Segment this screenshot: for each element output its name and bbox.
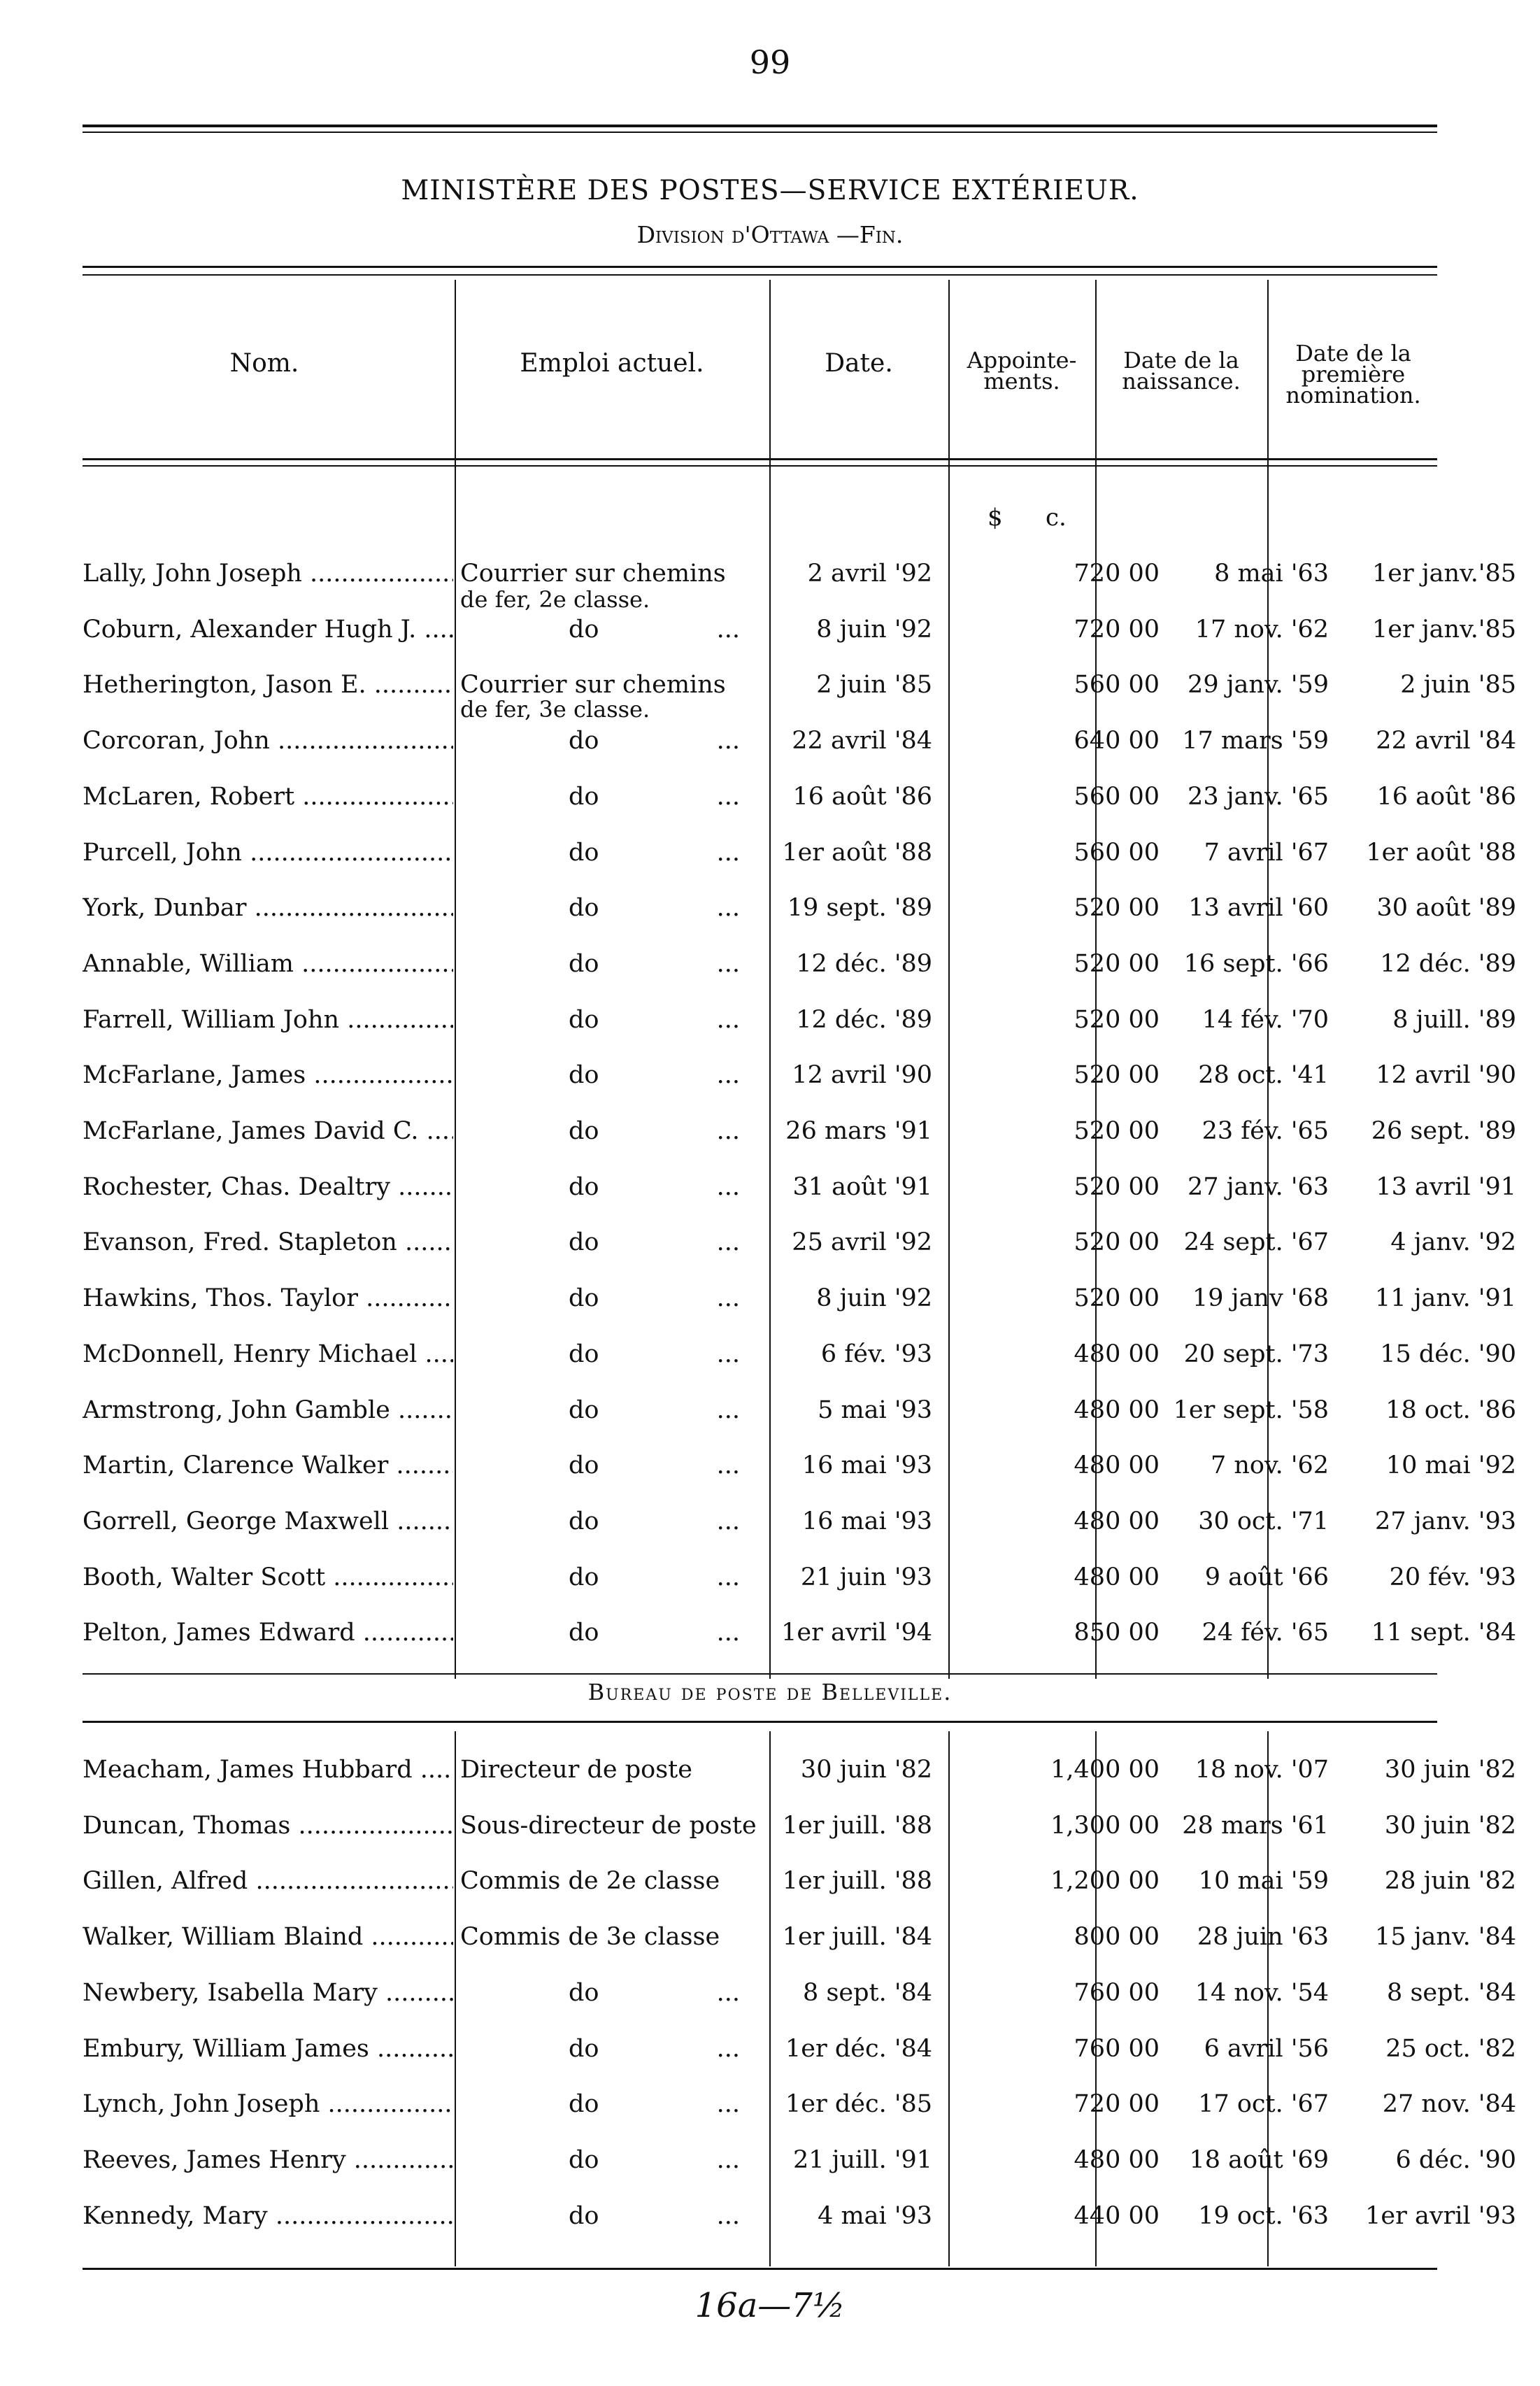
premiere-nomination-cell: 12 avril '90	[1376, 1061, 1516, 1090]
premiere-nomination-cell: 6 déc. '90	[1395, 2145, 1516, 2174]
naissance-cell: 24 fév. '65	[1202, 1619, 1329, 1647]
column-header-appointements: Appointe- ments.	[967, 347, 1077, 395]
naissance-cell: 14 fév. '70	[1202, 1005, 1329, 1034]
ditto-mark: do	[569, 949, 599, 978]
ditto-mark: do	[569, 1340, 599, 1368]
header-bottom-rule	[83, 458, 1437, 460]
naissance-cell: 28 juin '63	[1197, 1923, 1329, 1952]
name-cell: York, Dunbar .....	[83, 894, 453, 922]
naissance-cell: 19 oct. '63	[1198, 2201, 1329, 2230]
wrapped-line: de fer, 3e classe.	[460, 696, 650, 723]
emploi-cell: do ...	[569, 1005, 740, 1034]
naissance-cell: 9 août '66	[1204, 1563, 1329, 1591]
footer-signature: 16a—7½	[694, 2286, 846, 2325]
ditto-mark: do	[569, 615, 599, 644]
appointements-cell: 440 00	[1074, 2201, 1160, 2230]
table-row	[83, 894, 1516, 936]
ditto-mark: do	[569, 1005, 599, 1034]
name-cell: Corcoran, John .....	[83, 727, 453, 755]
appointements-cell: 800 00	[1074, 1923, 1160, 1952]
date-cell: 6 fév. '93	[820, 1340, 932, 1368]
ditto-mark: do	[569, 2090, 599, 2119]
premiere-nomination-cell: 26 sept. '89	[1371, 1117, 1516, 1145]
premiere-nomination-cell: 20 fév. '93	[1389, 1563, 1516, 1591]
appointements-cell: 850 00	[1074, 1619, 1160, 1647]
table-row	[83, 1228, 1516, 1270]
emploi-cell: do ...	[569, 1451, 740, 1480]
table-row	[83, 1172, 1516, 1215]
naissance-cell: 14 nov. '54	[1195, 1978, 1329, 2007]
emploi-cell: do ...	[569, 2090, 740, 2119]
table-row	[83, 1923, 1516, 1965]
name-cell: Lynch, John Joseph .....	[83, 2090, 453, 2118]
appointements-cell: 760 00	[1074, 1978, 1160, 2007]
appointements-cell: 520 00	[1074, 1284, 1160, 1313]
name-cell: Annable, William .....	[83, 950, 453, 978]
emploi-cell: do ...	[569, 1563, 740, 1591]
emploi-cell: do ...	[569, 2034, 740, 2063]
emploi-cell: Courrier sur chemins	[460, 671, 726, 700]
table-row	[83, 560, 1516, 602]
name-cell: Newbery, Isabella Mary .....	[83, 1979, 453, 2007]
table-row	[83, 1061, 1516, 1103]
emploi-cell: do ...	[569, 949, 740, 978]
ditto-mark: do	[569, 1451, 599, 1480]
name-cell: McLaren, Robert .....	[83, 783, 453, 811]
appointements-cell: 480 00	[1074, 1563, 1160, 1591]
name-cell: Reeves, James Henry .....	[83, 2146, 453, 2174]
table-row	[83, 1756, 1516, 1798]
naissance-cell: 1er sept. '58	[1173, 1396, 1329, 1424]
emploi-cell: do ...	[569, 1396, 740, 1424]
date-cell: 5 mai '93	[818, 1396, 932, 1424]
appointements-cell: 1,200 00	[1050, 1867, 1160, 1896]
premiere-nomination-cell: 11 sept. '84	[1371, 1619, 1516, 1647]
table-row	[83, 671, 1516, 713]
naissance-cell: 27 janv. '63	[1188, 1172, 1329, 1201]
premiere-nomination-cell: 13 avril '91	[1376, 1172, 1516, 1201]
name-cell: Hetherington, Jason E. .....	[83, 671, 453, 699]
name-cell: Booth, Walter Scott .....	[83, 1563, 453, 1591]
date-cell: 19 sept. '89	[787, 894, 932, 923]
name-cell: McFarlane, James David C. .....	[83, 1117, 453, 1145]
name-cell: Gorrell, George Maxwell .....	[83, 1507, 453, 1535]
date-cell: 30 juin '82	[800, 1756, 932, 1784]
column-header-nom: Nom.	[229, 349, 299, 378]
premiere-nomination-cell: 8 juill. '89	[1392, 1005, 1516, 1034]
top-rule-thin	[83, 132, 1437, 133]
table-row	[83, 1563, 1516, 1605]
date-cell: 1er juill. '84	[782, 1923, 932, 1952]
naissance-cell: 7 nov. '62	[1210, 1451, 1329, 1480]
date-cell: 8 sept. '84	[803, 1978, 932, 2007]
date-cell: 16 mai '93	[801, 1507, 932, 1535]
premiere-nomination-cell: 25 oct. '82	[1385, 2034, 1516, 2063]
name-cell: Evanson, Fred. Stapleton .....	[83, 1228, 453, 1256]
name-cell: Purcell, John .....	[83, 839, 453, 867]
appointements-cell: 560 00	[1074, 838, 1160, 867]
table-row	[83, 1005, 1516, 1048]
naissance-cell: 30 oct. '71	[1198, 1507, 1329, 1535]
premiere-nomination-cell: 1er août '88	[1366, 838, 1516, 867]
table-row	[83, 1978, 1516, 2021]
header-top-rule-thin	[83, 274, 1437, 276]
naissance-cell: 29 janv. '59	[1188, 671, 1329, 700]
premiere-nomination-cell: 10 mai '92	[1385, 1451, 1516, 1480]
name-cell: Walker, William Blaind .....	[83, 1923, 453, 1951]
appointements-cell: 520 00	[1074, 894, 1160, 923]
emploi-cell: do ...	[569, 1117, 740, 1145]
table-row	[83, 1117, 1516, 1159]
premiere-nomination-cell: 18 oct. '86	[1385, 1396, 1516, 1424]
naissance-cell: 10 mai '59	[1198, 1867, 1329, 1896]
ditto-mark: do	[569, 2201, 599, 2230]
appointements-cell: 720 00	[1074, 615, 1160, 644]
name-cell: Hawkins, Thos. Taylor .....	[83, 1284, 453, 1312]
premiere-nomination-cell: 16 août '86	[1376, 782, 1516, 811]
appointements-cell: 480 00	[1074, 1507, 1160, 1535]
date-cell: 21 juin '93	[800, 1563, 932, 1591]
naissance-cell: 13 avril '60	[1188, 894, 1329, 923]
date-cell: 25 avril '92	[792, 1228, 932, 1257]
ditto-mark: do	[569, 1117, 599, 1145]
appointements-cell: 520 00	[1074, 1172, 1160, 1201]
premiere-nomination-cell: 27 janv. '93	[1375, 1507, 1516, 1535]
naissance-cell: 19 janv '68	[1192, 1284, 1329, 1313]
bottom-rule	[83, 2268, 1437, 2270]
appointements-cell: 1,300 00	[1050, 1811, 1160, 1840]
table-row	[83, 1507, 1516, 1549]
emploi-cell: do ...	[569, 782, 740, 811]
table-row	[83, 1811, 1516, 1854]
column-header-naissance: Date de la naissance.	[1122, 347, 1241, 395]
table-row	[83, 838, 1516, 881]
appointements-cell: 480 00	[1074, 1396, 1160, 1424]
ditto-mark: do	[569, 1563, 599, 1591]
emploi-cell: Sous-directeur de poste	[460, 1811, 757, 1840]
premiere-nomination-cell: 30 août '89	[1376, 894, 1516, 923]
premiere-nomination-cell: 15 déc. '90	[1380, 1340, 1516, 1368]
naissance-cell: 20 sept. '73	[1183, 1340, 1329, 1368]
section-title: Bureau de poste de Belleville.	[587, 1679, 953, 1705]
ditto-mark: do	[569, 1284, 599, 1313]
table-row	[83, 2090, 1516, 2132]
emploi-cell: Courrier sur chemins	[460, 560, 726, 588]
appointements-cell: 520 00	[1074, 1228, 1160, 1257]
date-cell: 1er déc. '85	[785, 2090, 932, 2119]
emploi-cell: do ...	[569, 1978, 740, 2007]
appointements-cell: 480 00	[1074, 2145, 1160, 2174]
emploi-cell: Directeur de poste	[460, 1756, 692, 1784]
ditto-mark: do	[569, 838, 599, 867]
naissance-cell: 7 avril '67	[1204, 838, 1329, 867]
name-cell: McFarlane, James .....	[83, 1061, 453, 1089]
date-cell: 12 avril '90	[792, 1061, 932, 1090]
name-cell: Coburn, Alexander Hugh J. .....	[83, 616, 453, 644]
date-cell: 1er juill. '88	[782, 1867, 932, 1896]
name-cell: Rochester, Chas. Dealtry .....	[83, 1173, 453, 1201]
premiere-nomination-cell: 30 juin '82	[1384, 1811, 1516, 1840]
table-row	[83, 1451, 1516, 1493]
emploi-cell: do ...	[569, 1507, 740, 1535]
naissance-cell: 6 avril '56	[1204, 2034, 1329, 2063]
appointements-cell: 520 00	[1074, 1005, 1160, 1034]
section-rule	[83, 1673, 1437, 1675]
appointements-cell: 520 00	[1074, 1117, 1160, 1145]
column-header-premiere-nomination: Date de la première nomination.	[1285, 340, 1421, 409]
premiere-nomination-cell: 1er avril '93	[1365, 2201, 1516, 2230]
appointements-cell: 560 00	[1074, 782, 1160, 811]
date-cell: 1er juill. '88	[782, 1811, 932, 1840]
naissance-cell: 17 mars '59	[1182, 727, 1329, 755]
premiere-nomination-cell: 8 sept. '84	[1387, 1978, 1516, 2007]
emploi-cell: do ...	[569, 1619, 740, 1647]
table-row	[83, 615, 1516, 658]
date-cell: 12 déc. '89	[796, 949, 932, 978]
table-row	[83, 1340, 1516, 1382]
date-cell: 1er août '88	[782, 838, 932, 867]
naissance-cell: 23 janv. '65	[1188, 782, 1329, 811]
emploi-cell: do ...	[569, 1061, 740, 1090]
date-cell: 12 déc. '89	[796, 1005, 932, 1034]
table-row	[83, 1284, 1516, 1326]
table-row	[83, 1867, 1516, 1909]
table-row	[83, 1619, 1516, 1661]
ditto-mark: do	[569, 1978, 599, 2007]
date-cell: 16 mai '93	[801, 1451, 932, 1480]
currency-cents: c.	[1046, 504, 1067, 532]
premiere-nomination-cell: 28 juin '82	[1384, 1867, 1516, 1896]
name-cell: Martin, Clarence Walker .....	[83, 1451, 453, 1479]
emploi-cell: do ...	[569, 1172, 740, 1201]
emploi-cell: do ...	[569, 1340, 740, 1368]
premiere-nomination-cell: 27 nov. '84	[1382, 2090, 1516, 2119]
appointements-cell: 520 00	[1074, 1061, 1160, 1090]
appointements-cell: 640 00	[1074, 727, 1160, 755]
date-cell: 1er avril '94	[781, 1619, 932, 1647]
ditto-mark: do	[569, 782, 599, 811]
name-cell: Pelton, James Edward .....	[83, 1619, 453, 1647]
naissance-cell: 16 sept. '66	[1183, 949, 1329, 978]
emploi-cell: do ...	[569, 894, 740, 923]
date-cell: 1er déc. '84	[785, 2034, 932, 2063]
premiere-nomination-cell: 1er janv.'85	[1371, 560, 1516, 588]
table-row	[83, 782, 1516, 825]
table-row	[83, 2145, 1516, 2188]
ditto-mark: do	[569, 1172, 599, 1201]
appointements-cell: 520 00	[1074, 949, 1160, 978]
appointements-cell: 760 00	[1074, 2034, 1160, 2063]
premiere-nomination-cell: 12 déc. '89	[1380, 949, 1516, 978]
ditto-mark: do	[569, 1061, 599, 1090]
premiere-nomination-cell: 30 juin '82	[1384, 1756, 1516, 1784]
emploi-cell: do ...	[569, 2145, 740, 2174]
premiere-nomination-cell: 22 avril '84	[1376, 727, 1516, 755]
date-cell: 26 mars '91	[785, 1117, 932, 1145]
section-rule	[83, 1721, 1437, 1723]
premiere-nomination-cell: 4 janv. '92	[1390, 1228, 1516, 1257]
date-cell: 2 avril '92	[807, 560, 932, 588]
emploi-cell: do ...	[569, 727, 740, 755]
emploi-cell: do ...	[569, 1284, 740, 1313]
date-cell: 31 août '91	[792, 1172, 932, 1201]
name-cell: McDonnell, Henry Michael .....	[83, 1340, 453, 1368]
emploi-cell: Commis de 2e classe	[460, 1867, 720, 1896]
ditto-mark: do	[569, 2145, 599, 2174]
premiere-nomination-cell: 11 janv. '91	[1375, 1284, 1516, 1313]
emploi-cell: do ...	[569, 1228, 740, 1257]
page-number: 99	[749, 43, 791, 81]
date-cell: 16 août '86	[792, 782, 932, 811]
name-cell: Farrell, William John .....	[83, 1006, 453, 1034]
emploi-cell: Commis de 3e classe	[460, 1923, 720, 1952]
naissance-cell: 24 sept. '67	[1183, 1228, 1329, 1257]
naissance-cell: 17 nov. '62	[1195, 615, 1329, 644]
name-cell: Gillen, Alfred .....	[83, 1867, 453, 1895]
premiere-nomination-cell: 15 janv. '84	[1375, 1923, 1516, 1952]
header-top-rule	[83, 266, 1437, 268]
name-cell: Lally, John Joseph .....	[83, 560, 453, 588]
name-cell: Armstrong, John Gamble .....	[83, 1396, 453, 1424]
ditto-mark: do	[569, 894, 599, 923]
naissance-cell: 28 oct. '41	[1198, 1061, 1329, 1090]
table-row	[83, 727, 1516, 769]
premiere-nomination-cell: 1er janv.'85	[1371, 615, 1516, 644]
table-row	[83, 2034, 1516, 2077]
header-bottom-rule-thin	[83, 465, 1437, 467]
currency-dollars: $	[988, 504, 1003, 532]
ditto-mark: do	[569, 1396, 599, 1424]
appointements-cell: 720 00	[1074, 2090, 1160, 2119]
appointements-cell: 480 00	[1074, 1340, 1160, 1368]
naissance-cell: 28 mars '61	[1182, 1811, 1329, 1840]
name-cell: Embury, William James .....	[83, 2035, 453, 2063]
premiere-nomination-cell: 2 juin '85	[1400, 671, 1516, 700]
naissance-cell: 17 oct. '67	[1198, 2090, 1329, 2119]
emploi-cell: do ...	[569, 838, 740, 867]
emploi-cell: do ...	[569, 615, 740, 644]
column-header-date: Date.	[825, 349, 893, 378]
wrapped-line: de fer, 2e classe.	[460, 586, 650, 613]
date-cell: 21 juill. '91	[792, 2145, 932, 2174]
ditto-mark: do	[569, 2034, 599, 2063]
ditto-mark: do	[569, 1619, 599, 1647]
ditto-mark: do	[569, 1228, 599, 1257]
naissance-cell: 23 fév. '65	[1202, 1117, 1329, 1145]
emploi-cell: do ...	[569, 2201, 740, 2230]
date-cell: 2 juin '85	[816, 671, 932, 700]
ditto-mark: do	[569, 1507, 599, 1535]
table-row	[83, 2201, 1516, 2244]
naissance-cell: 18 août '69	[1189, 2145, 1329, 2174]
date-cell: 8 juin '92	[816, 615, 932, 644]
ditto-mark: do	[569, 727, 599, 755]
appointements-cell: 480 00	[1074, 1451, 1160, 1480]
appointements-cell: 1,400 00	[1050, 1756, 1160, 1784]
page-title: MINISTÈRE DES POSTES—SERVICE EXTÉRIEUR.	[401, 175, 1139, 206]
appointements-cell: 560 00	[1074, 671, 1160, 700]
column-header-emploi: Emploi actuel.	[520, 349, 704, 378]
date-cell: 8 juin '92	[816, 1284, 932, 1313]
naissance-cell: 18 nov. '07	[1195, 1756, 1329, 1784]
page-subtitle: Division d'Ottawa —Fin.	[636, 221, 904, 248]
name-cell: Kennedy, Mary .....	[83, 2202, 453, 2230]
name-cell: Meacham, James Hubbard .....	[83, 1756, 453, 1784]
appointements-cell: 720 00	[1074, 560, 1160, 588]
table-row	[83, 949, 1516, 992]
date-cell: 22 avril '84	[792, 727, 932, 755]
naissance-cell: 8 mai '63	[1214, 560, 1329, 588]
table-row	[83, 1396, 1516, 1438]
name-cell: Duncan, Thomas .....	[83, 1812, 453, 1840]
date-cell: 4 mai '93	[818, 2201, 932, 2230]
top-rule	[83, 125, 1437, 127]
